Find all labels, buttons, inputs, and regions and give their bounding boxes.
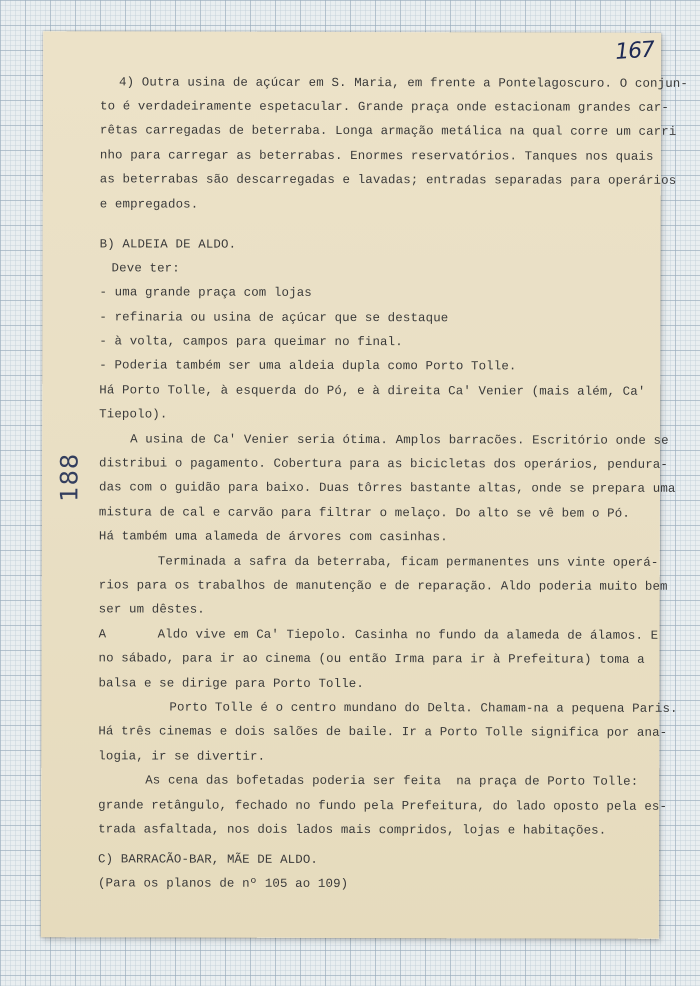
text-line: distribui o pagamento. Cobertura para as bicicletas dos operários, pendura-: [99, 456, 668, 472]
text-line: Tiepolo).: [99, 407, 168, 422]
text-line: ser um dêstes.: [98, 602, 205, 617]
text-line: grande retângulo, fechado no fundo pela Prefeitura, do lado oposto pela es-: [98, 798, 668, 814]
text-line: (Para os planos de nº 105 ao 109): [97, 876, 349, 891]
text-line: no sábado, para ir ao cinema (ou então Irma para ir à Prefeitura) toma a: [98, 651, 645, 667]
section-heading: B) ALDEIA DE ALDO.: [99, 237, 237, 252]
list-item: - Poderia também ser uma aldeia dupla como Porto Tolle.: [99, 358, 517, 374]
text-line: Terminada a safra da beterraba, ficam permanentes uns vinte operá-: [157, 554, 659, 570]
text-line: Porto Tolle é o centro mundano do Delta. Chamam-na a pequena Paris.: [169, 700, 678, 716]
list-item: - à volta, campos para queimar no final.: [99, 334, 403, 350]
text-line: trada asfaltada, nos dois lados mais compridos, lojas e habitações.: [98, 822, 607, 838]
page-number: 167: [614, 37, 655, 66]
text-line: Há também uma alameda de árvores com casinhas.: [98, 529, 448, 545]
text-line: rêtas carregadas de beterraba. Longa armação metálica na qual corre um carri: [99, 123, 677, 139]
text-line: to é verdadeiramente espetacular. Grande praça onde estacionam grandes car-: [99, 99, 669, 115]
text-line: 4) Outra usina de açúcar em S. Maria, em frente a Pontelagoscuro. O conjun-: [119, 75, 688, 91]
text-line: balsa e se dirige para Porto Tolle.: [98, 676, 364, 692]
text-line: Há três cinemas e dois salões de baile. Ir a Porto Tolle significa por ana-: [98, 724, 668, 740]
text-line: e empregados.: [99, 197, 199, 212]
text-line: As cena das bofetadas poderia ser feita na praça de Porto Tolle:: [145, 773, 639, 789]
text-line: Deve ter:: [111, 261, 180, 276]
list-item: - refinaria ou usina de açúcar que se destaque: [99, 310, 449, 326]
text-line: A usina de Ca' Venier seria ótima. Amplos barracões. Escritório onde se: [130, 432, 669, 448]
text-line: rios para os trabalhos de manutenção e de reparação. Aldo poderia muito bem: [98, 578, 668, 594]
section-heading: C) BARRACÃO-BAR, MÃE DE ALDO.: [98, 852, 319, 867]
list-item: - uma grande praça com lojas: [99, 285, 312, 300]
typewritten-page: [41, 31, 688, 939]
text-line: mistura de cal e carvão para filtrar o melaço. Do alto se vê bem o Pó.: [98, 505, 630, 521]
text-line: nho para carregar as beterrabas. Enormes reservatórios. Tanques nos quais: [99, 148, 654, 164]
text-line: Há Porto Tolle, à esquerda do Pó, e à direita Ca' Venier (mais além, Ca': [99, 383, 646, 399]
text-line: das com o guidão para baixo. Duas tôrres bastante altas, onde se prepara uma: [98, 480, 676, 496]
side-number: 188: [55, 452, 84, 502]
text-line: as beterrabas são descarregadas e lavadas; entradas separadas para operários: [99, 172, 677, 188]
text-line: logia, ir se divertir.: [98, 749, 266, 764]
margin-mark: A: [98, 627, 107, 642]
text-line: Aldo vive em Ca' Tiepolo. Casinha no fundo da alameda de álamos. E: [157, 627, 659, 643]
